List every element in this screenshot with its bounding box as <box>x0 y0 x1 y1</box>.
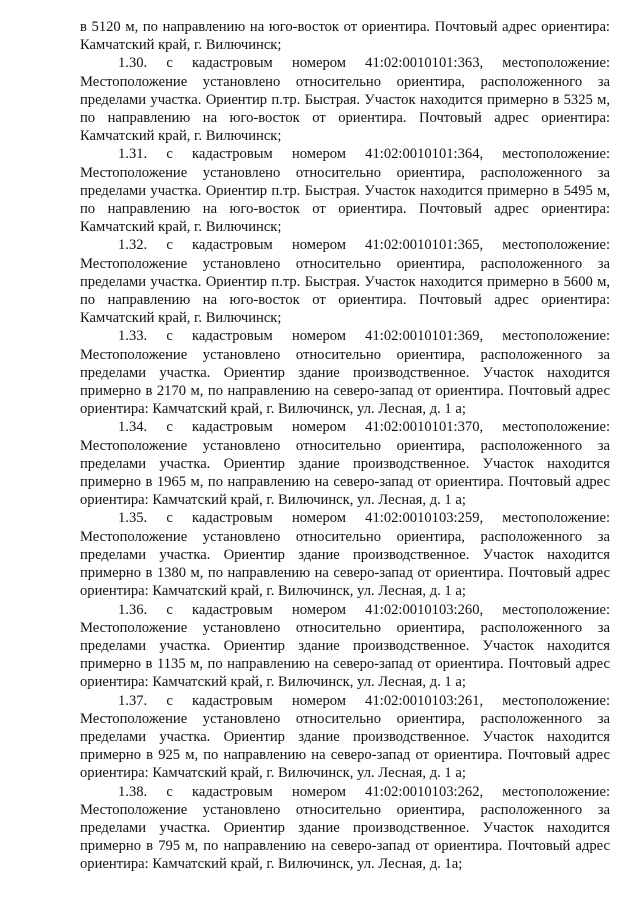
list-item <box>80 145 610 236</box>
item-number: 1.32. <box>118 237 148 254</box>
item-text: с кадастровым номером 41:02:0010101:370, местоположение: Местоположение установлено относительно ориентира, расположенного за пределами участка. Ориентир здание производственное. Участок находится примерно в 1965 м, по направлению на северо-запад от ориентира. Почтовый адрес ориентира: Камчатский край, г. Вилючинск, ул. Лесная, д. 1 а; <box>80 419 610 509</box>
item-text: с кадастровым номером 41:02:0010101:364, местоположение: Местоположение установлено относительно ориентира, расположенного за пределами участка. Ориентир п.тр. Быстрая. Участок находится примерно в 5495 м, по направлению на юго-восток от ориентира. Почтовый адрес ориентира: Камчатский край, г. Вилючинск; <box>80 146 610 236</box>
item-text: с кадастровым номером 41:02:0010101:369, местоположение: Местоположение установлено относительно ориентира, расположенного за пределами участка. Ориентир здание производственное. Участок находится примерно в 2170 м, по направлению на северо-запад от ориентира. Почтовый адрес ориентира: Камчатский край, г. Вилючинск, ул. Лесная, д. 1 а; <box>80 328 610 418</box>
list-item <box>80 509 610 600</box>
item-number: 1.38. <box>118 783 148 800</box>
list-item <box>80 601 610 692</box>
item-text: с кадастровым номером 41:02:0010103:262, местоположение: Местоположение установлено относительно ориентира, расположенного за пределами участка. Ориентир здание производственное. Участок находится примерно в 795 м, по направлению на северо-запад от ориентира. Почтовый адрес ориентира: Камчатский край, г. Вилючинск, ул. Лесная, д. 1а; <box>80 783 610 873</box>
document-page <box>80 18 610 874</box>
list-item <box>80 327 610 418</box>
item-text: с кадастровым номером 41:02:0010101:365, местоположение: Местоположение установлено относительно ориентира, расположенного за пределами участка. Ориентир п.тр. Быстрая. Участок находится примерно в 5600 м, по направлению на юго-восток от ориентира. Почтовый адрес ориентира: Камчатский край, г. Вилючинск; <box>80 237 610 327</box>
item-text: с кадастровым номером 41:02:0010103:261, местоположение: Местоположение установлено относительно ориентира, расположенного за пределами участка. Ориентир здание производственное. Участок находится примерно в 925 м, по направлению на северо-запад от ориентира. Почтовый адрес ориентира: Камчатский край, г. Вилючинск, ул. Лесная, д. 1 а; <box>80 692 610 782</box>
list-item <box>80 236 610 327</box>
item-number: 1.35. <box>118 510 148 527</box>
intro-paragraph: в 5120 м, по направлению на юго-восток от ориентира. Почтовый адрес ориентира: Камчатский край, г. Вилючинск; <box>80 19 610 54</box>
item-number: 1.37. <box>118 692 148 709</box>
list-item <box>80 418 610 509</box>
item-text: с кадастровым номером 41:02:0010103:260, местоположение: Местоположение установлено относительно ориентира, расположенного за пределами участка. Ориентир здание производственное. Участок находится примерно в 1135 м, по направлению на северо-запад от ориентира. Почтовый адрес ориентира: Камчатский край, г. Вилючинск, ул. Лесная, д. 1 а; <box>80 601 610 691</box>
list-item <box>80 54 610 145</box>
item-text: с кадастровым номером 41:02:0010101:363, местоположение: Местоположение установлено относительно ориентира, расположенного за пределами участка. Ориентир п.тр. Быстрая. Участок находится примерно в 5325 м, по направлению на юго-восток от ориентира. Почтовый адрес ориентира: Камчатский край, г. Вилючинск; <box>80 55 610 145</box>
item-number: 1.33. <box>118 328 148 345</box>
item-number: 1.31. <box>118 146 148 163</box>
item-number: 1.36. <box>118 601 148 618</box>
item-number: 1.30. <box>118 55 148 72</box>
list-item <box>80 692 610 783</box>
list-item <box>80 783 610 874</box>
item-number: 1.34. <box>118 419 148 436</box>
item-text: с кадастровым номером 41:02:0010103:259, местоположение: Местоположение установлено относительно ориентира, расположенного за пределами участка. Ориентир здание производственное. Участок находится примерно в 1380 м, по направлению на северо-запад от ориентира. Почтовый адрес ориентира: Камчатский край, г. Вилючинск, ул. Лесная, д. 1 а; <box>80 510 610 600</box>
